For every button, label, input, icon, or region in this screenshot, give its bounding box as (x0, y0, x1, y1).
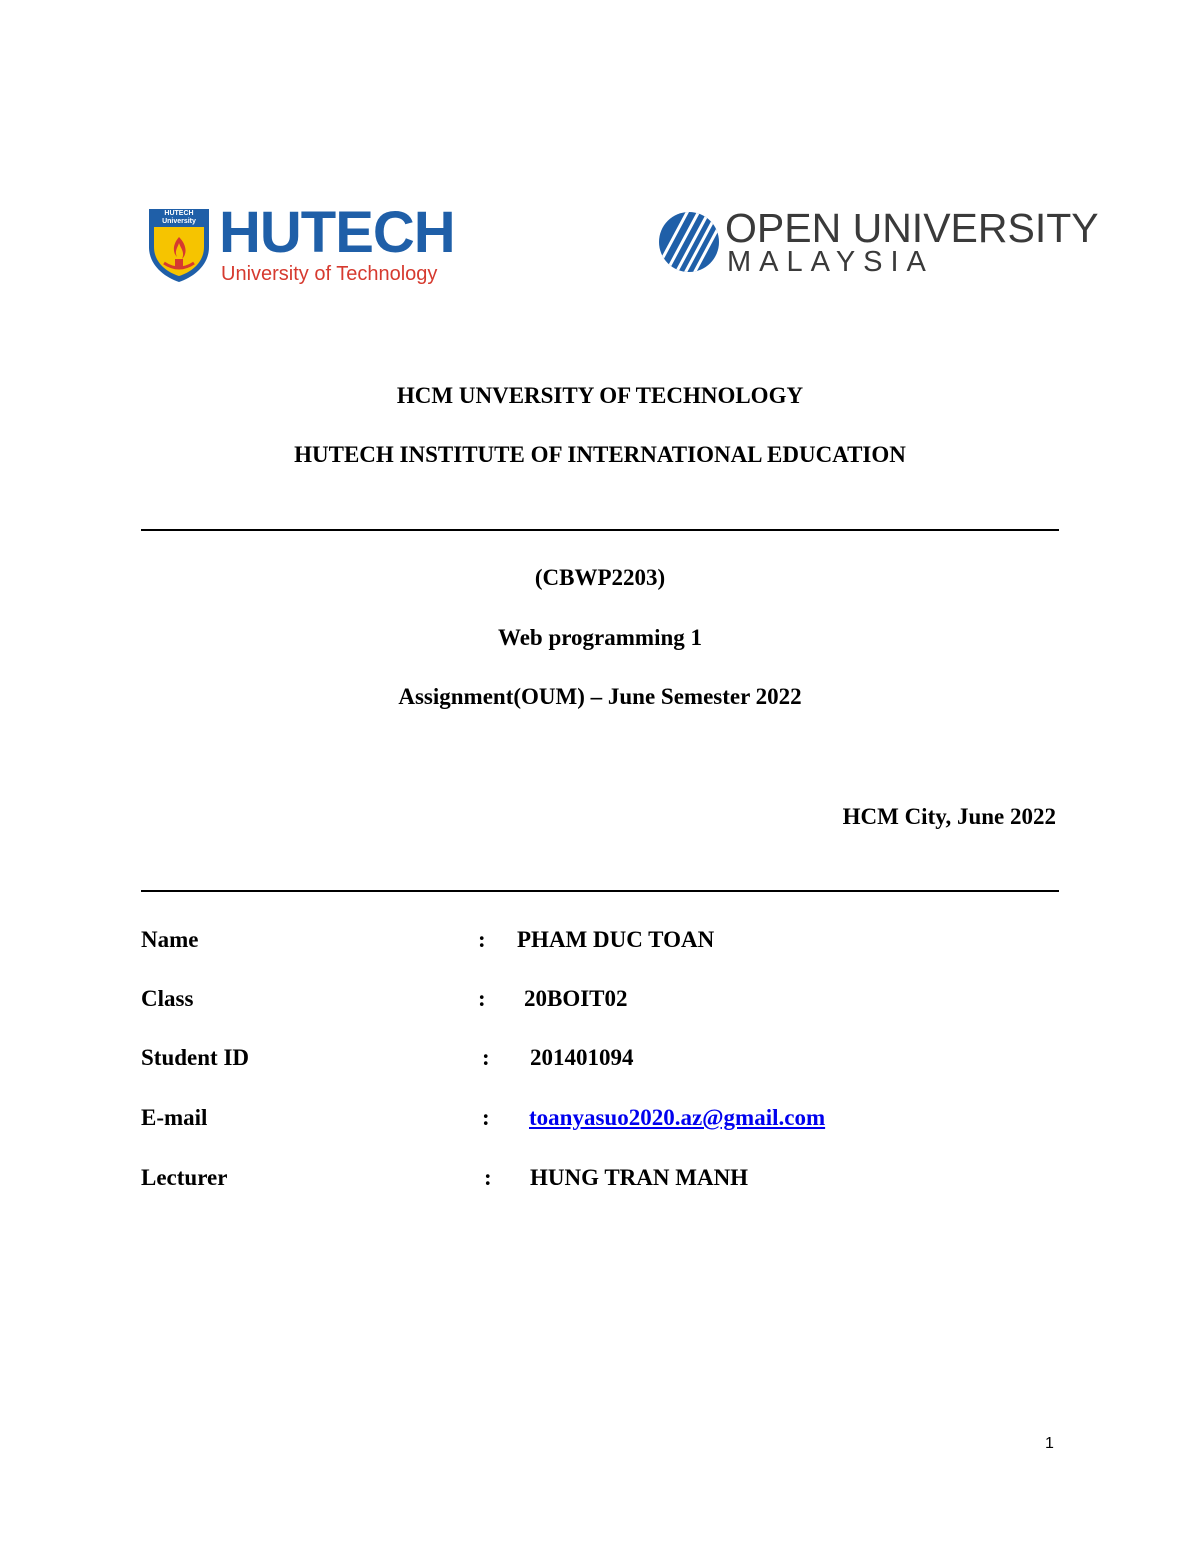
hutech-wordmark: HUTECH (219, 200, 455, 265)
course-name: Web programming 1 (497, 625, 703, 650)
oum-line2: MALAYSIA (727, 246, 934, 278)
info-colon: : (482, 1105, 490, 1130)
info-label: Student ID (141, 1045, 250, 1070)
info-colon: : (478, 986, 486, 1011)
bottom-divider (141, 890, 1059, 892)
info-value: PHAM DUC TOAN (517, 927, 715, 952)
info-label: Lecturer (141, 1165, 228, 1190)
info-value: HUNG TRAN MANH (530, 1165, 749, 1190)
oum-emblem-icon (658, 211, 720, 273)
info-colon: : (482, 1045, 490, 1070)
top-divider (141, 529, 1059, 531)
oum-line1: OPEN UNIVERSITY (725, 205, 1099, 251)
hutech-badge-text: HUTECH University (162, 210, 196, 225)
page-number: 1 (1045, 1435, 1054, 1452)
info-label: E-mail (141, 1105, 208, 1130)
email-link[interactable]: toanyasuo2020.az@gmail.com (529, 1105, 826, 1130)
university-title: HCM UNVERSITY OF TECHNOLOGY (396, 383, 804, 408)
info-colon: : (484, 1165, 492, 1190)
assignment-title: Assignment(OUM) – June Semester 2022 (398, 684, 802, 709)
info-colon: : (478, 927, 486, 952)
course-code: (CBWP2203) (534, 565, 666, 590)
info-label: Name (141, 927, 199, 952)
place-date: HCM City, June 2022 (842, 804, 1056, 829)
institute-title: HUTECH INSTITUTE OF INTERNATIONAL EDUCATION (294, 442, 906, 467)
info-label: Class (141, 986, 194, 1011)
hutech-subtitle: University of Technology (221, 263, 438, 285)
info-value: 201401094 (530, 1045, 634, 1070)
info-value: 20BOIT02 (524, 986, 628, 1011)
